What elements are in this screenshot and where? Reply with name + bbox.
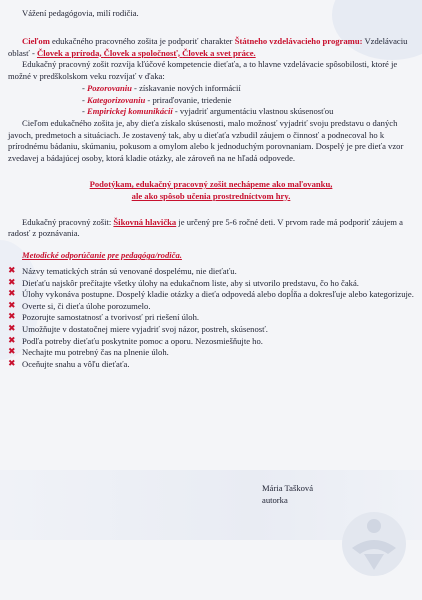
goal-text-2: Vzdelávaciu oblasť - xyxy=(8,35,408,58)
recommendation-item xyxy=(8,359,414,371)
competence-item: - Pozorovaniu - získavanie nových informácií xyxy=(82,82,241,93)
emphasis-line-2: ale ako spôsob učenia prostredníctvom hry. xyxy=(131,190,291,201)
competence-list xyxy=(82,83,414,118)
x-bullet-icon: ✖ xyxy=(8,265,16,276)
recommendation-text: Podľa potreby dieťaťu poskytnite pomoc a oporu. Nezosmiešňujte ho. xyxy=(22,335,263,346)
x-bullet-icon: ✖ xyxy=(8,277,16,288)
target-text-2: je určený pre 5-6 ročné deti. V prvom rade má podporiť záujem a radosť z poznávania. xyxy=(8,216,403,239)
recommendation-item xyxy=(8,312,414,324)
signature-role: autorka xyxy=(262,495,288,505)
emphasis-statement xyxy=(8,179,414,203)
recommendation-text: Umožňujte v dostatočnej miere vyjadriť svoj názor, postreh, skúsenosť. xyxy=(22,323,268,334)
competence-desc: - priraďovanie, triedenie xyxy=(145,94,232,105)
paragraph-aim: Cieľom edukačného zošita je, aby dieťa získalo skúsenosti, malo možnosť vyjadriť svoju predstavu o daných javoch, predmetoch a situáciach. Je zostavený tak, aby u dieťaťa vzbudil záujem o činnosť a podnecoval ho k prírodnému bádaniu, skúmaniu, pokusom a omylom alebo k jednoduchým porovnaniam. Dospelý je pre dieťa vzor zvedavej a bádajúcej osoby, ktorá kladie otázky, ale zároveň na ne hľadá odpovede. xyxy=(8,117,404,164)
method-heading: Metodické odporúčanie pre pedagóga/rodiča. xyxy=(22,250,182,261)
recommendation-text: Pozorujte samostatnosť a tvorivosť pri riešení úloh. xyxy=(22,312,200,323)
recommendation-text: Overte si, či dieťa úlohe porozumelo. xyxy=(22,300,151,311)
x-bullet-icon: ✖ xyxy=(8,300,16,311)
competence-item: - Kategorizovaniu - priraďovanie, triedenie xyxy=(82,94,232,105)
publisher-logo-icon xyxy=(338,508,410,580)
recommendation-text: Úlohy vykonáva postupne. Dospelý kladie otázky a dieťa odpovedá alebo dopĺňa a dokresľuje alebo kategorizuje. xyxy=(22,289,414,300)
recommendation-text: Názvy tematických strán sú venované dospelému, nie dieťaťu. xyxy=(22,265,237,276)
workbook-title: Šikovná hlavička xyxy=(113,216,177,227)
goal-lead: Cieľom xyxy=(22,35,50,46)
recommendation-item xyxy=(8,347,414,359)
recommendation-text: Dieťaťu najskôr prečítajte všetky úlohy na edukačnom liste, aby si utvorilo predstavu, čo ho čaká. xyxy=(22,277,359,288)
paragraph-target-age xyxy=(8,217,414,241)
paragraph-goal xyxy=(8,36,414,60)
area-1: Človek a príroda, xyxy=(36,47,104,58)
competence-term: Pozorovaniu xyxy=(87,82,132,93)
recommendation-item xyxy=(8,289,414,301)
recommendation-text: Oceňujte snahu a vôľu dieťaťa. xyxy=(22,358,130,369)
emphasis-line-1: Podotýkam, edukačný pracovný zošit nechápeme ako maľovanku, xyxy=(89,178,333,189)
competence-item: - Empirickej komunikácií - vyjadriť argumentáciu vlastnou skúsenosťou xyxy=(82,106,334,117)
target-text: Edukačný pracovný zošit: xyxy=(22,216,114,227)
area-3: Človek a svet práce. xyxy=(182,47,256,58)
x-bullet-icon: ✖ xyxy=(8,347,16,358)
competence-term: Kategorizovaniu xyxy=(87,94,146,105)
competence-desc: - získavanie nových informácií xyxy=(131,82,241,93)
x-bullet-icon: ✖ xyxy=(8,335,16,346)
recommendation-item xyxy=(8,336,414,348)
x-bullet-icon: ✖ xyxy=(8,323,16,334)
competence-term: Empirickej komunikácií xyxy=(87,106,173,117)
recommendation-item xyxy=(8,324,414,336)
x-bullet-icon: ✖ xyxy=(8,289,16,300)
recommendation-item xyxy=(8,266,414,278)
recommendation-item xyxy=(8,301,414,313)
x-bullet-icon: ✖ xyxy=(8,358,16,369)
document-page xyxy=(8,8,414,370)
recommendation-item xyxy=(8,278,414,290)
signature xyxy=(262,482,313,506)
paragraph-competences: Edukačný pracovný zošit rozvíja kľúčové kompetencie dieťaťa, a to hlavne vzdelávacie spôsobilosti, ktoré je možné v predškolskom veku rozvíjať v ďaka: xyxy=(8,59,398,82)
program-name: Štátneho vzdelávacieho programu: xyxy=(234,35,363,46)
goal-text: edukačného pracovného zošita je podporiť charakter xyxy=(49,35,235,46)
greeting: Vážení pedagógovia, milí rodičia. xyxy=(22,8,139,18)
recommendation-text: Nechajte mu potrebný čas na plnenie úloh. xyxy=(22,347,169,358)
area-2: Človek a spoločnosť, xyxy=(103,47,183,58)
competence-desc: - vyjadriť argumentáciu vlastnou skúsenosťou xyxy=(172,106,334,117)
x-bullet-icon: ✖ xyxy=(8,312,16,323)
recommendation-list xyxy=(8,266,414,370)
signature-name: Mária Tašková xyxy=(262,483,314,493)
